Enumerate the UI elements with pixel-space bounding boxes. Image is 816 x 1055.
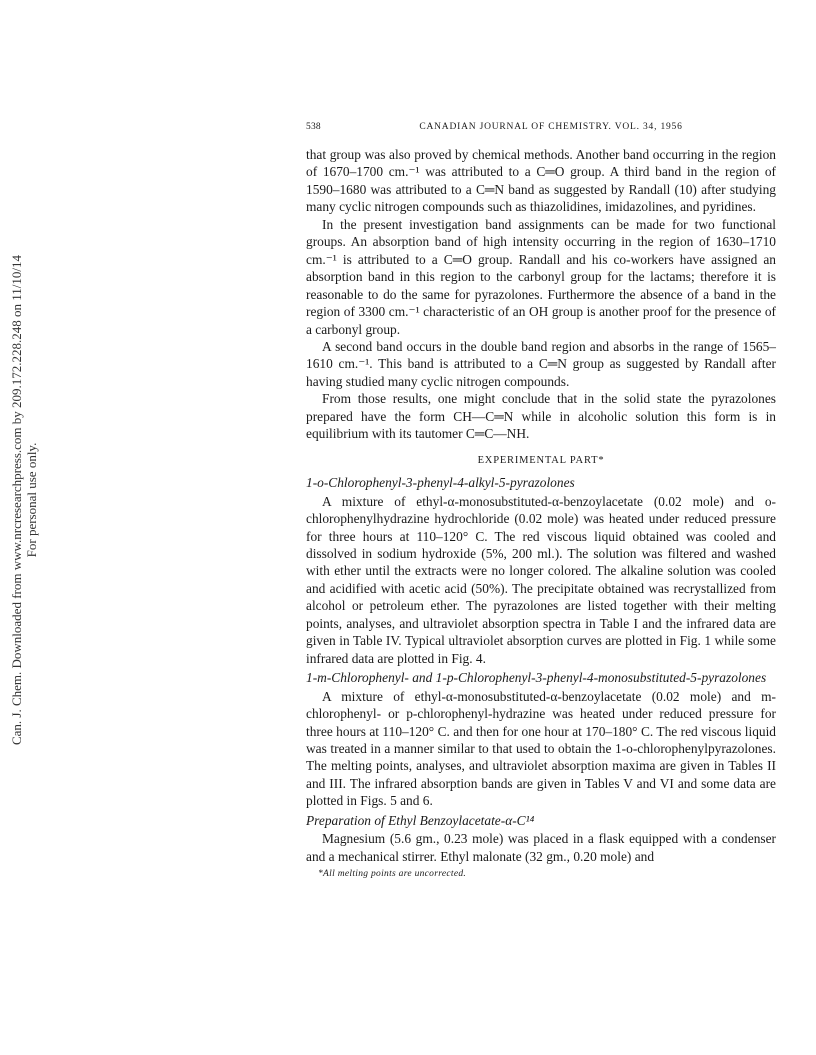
paragraph-m-p-chlorophenyl-procedure: A mixture of ethyl-α-monosubstituted-α-benzoylacetate (0.02 mole) and m-chlorophenyl- or p-chlorophenyl-hydrazine was heated under reduced pressure for three hours at 110–120° C. and then for one hour at 170–180° C. The red viscous liquid was treated in a manner similar to that used to obtain the 1-o-chlorophenylpyrazolones. The melting points, analyses, and ultraviolet absorption maxima are given in Tables II and III. The infrared absorption bands are given in Tables V and VI and some data are plotted in Figs. 5 and 6. — [306, 688, 776, 809]
watermark-line-2: For personal use only. — [24, 442, 39, 558]
footnote: *All melting points are uncorrected. — [318, 869, 467, 880]
download-watermark — [2, 250, 47, 750]
journal-title: CANADIAN JOURNAL OF CHEMISTRY. VOL. 34, 1956 — [419, 122, 683, 132]
paragraph-continuation: that group was also proved by chemical methods. Another band occurring in the region of 1670–1700 cm.⁻¹ was attributed to a C═O group. A third band in the region of 1590–1680 was attributed to a C═N band as suggested by Randall (10) after studying many cyclic nitrogen compounds such as thiazolidines, imidazolines, and pyridines. — [306, 147, 776, 215]
paragraph-magnesium-procedure: Magnesium (5.6 gm., 0.23 mole) was placed in a flask equipped with a condenser and a mechanical stirrer. Ethyl malonate (32 gm., 0.20 mole) and — [306, 831, 776, 864]
paragraph-second-band: A second band occurs in the double band region and absorbs in the range of 1565–1610 cm.⁻¹. This band is attributed to a C═N group as suggested by Randall after having studied many cyclic nitrogen compounds. — [306, 338, 776, 389]
paragraph-band-assignments: In the present investigation band assignments can be made for two functional groups. An absorption band of high intensity occurring in the region of 1630–1710 cm.⁻¹ is attributed to a C═O group. Randall and his co-workers have assigned an absorption band in this region to the carbonyl group for the lactams; therefore it is reasonable to do the same for pyrazolones. Furthermore the absence of a band in the region of 3300 cm.⁻¹ characteristic of an OH group is another proof for the presence of a carbonyl group. — [306, 216, 776, 337]
running-header — [306, 120, 776, 134]
watermark-line-1: Can. J. Chem. Downloaded from www.nrcresearchpress.com by 209.172.228.248 on 11/10/14 — [9, 254, 24, 746]
subheading-o-chlorophenyl: 1-o-Chlorophenyl-3-phenyl-4-alkyl-5-pyrazolones — [306, 475, 575, 491]
paragraph-o-chlorophenyl-procedure: A mixture of ethyl-α-monosubstituted-α-benzoylacetate (0.02 mole) and o-chlorophenylhydrazine hydrochloride (0.02 mole) was heated under reduced pressure for three hours at 110–120° C. The red viscous liquid obtained was cooled and dissolved in sodium hydroxide (5%, 200 ml.). The solution was filtered and washed with ether until the extracts were no longer colored. The alkaline solution was cooled and acidified with acetic acid (50%). The precipitate obtained was recrystallized from alcohol or petroleum ether. The pyrazolones are listed together with their melting points, analyses, and ultraviolet absorption spectra in Table I and the infrared data are given in Table IV. Typical ultraviolet absorption curves are plotted in Fig. 1 while some infrared data are plotted in Fig. 4. — [306, 493, 776, 666]
section-title-experimental: EXPERIMENTAL PART* — [477, 454, 605, 466]
paragraph-conclusion: From those results, one might conclude that in the solid state the pyrazolones prepared have the form CH—C═N while in alcoholic solution this form is in equilibrium with its tautomer C═C—NH. — [306, 391, 776, 442]
subheading-benzoylacetate-preparation: Preparation of Ethyl Benzoylacetate-α-C¹⁴ — [306, 812, 535, 828]
subheading-m-p-chlorophenyl: 1-m-Chlorophenyl- and 1-p-Chlorophenyl-3-phenyl-4-monosubstituted-5-pyrazolones — [306, 670, 767, 686]
journal-page — [306, 120, 776, 881]
page-number: 538 — [306, 122, 321, 132]
